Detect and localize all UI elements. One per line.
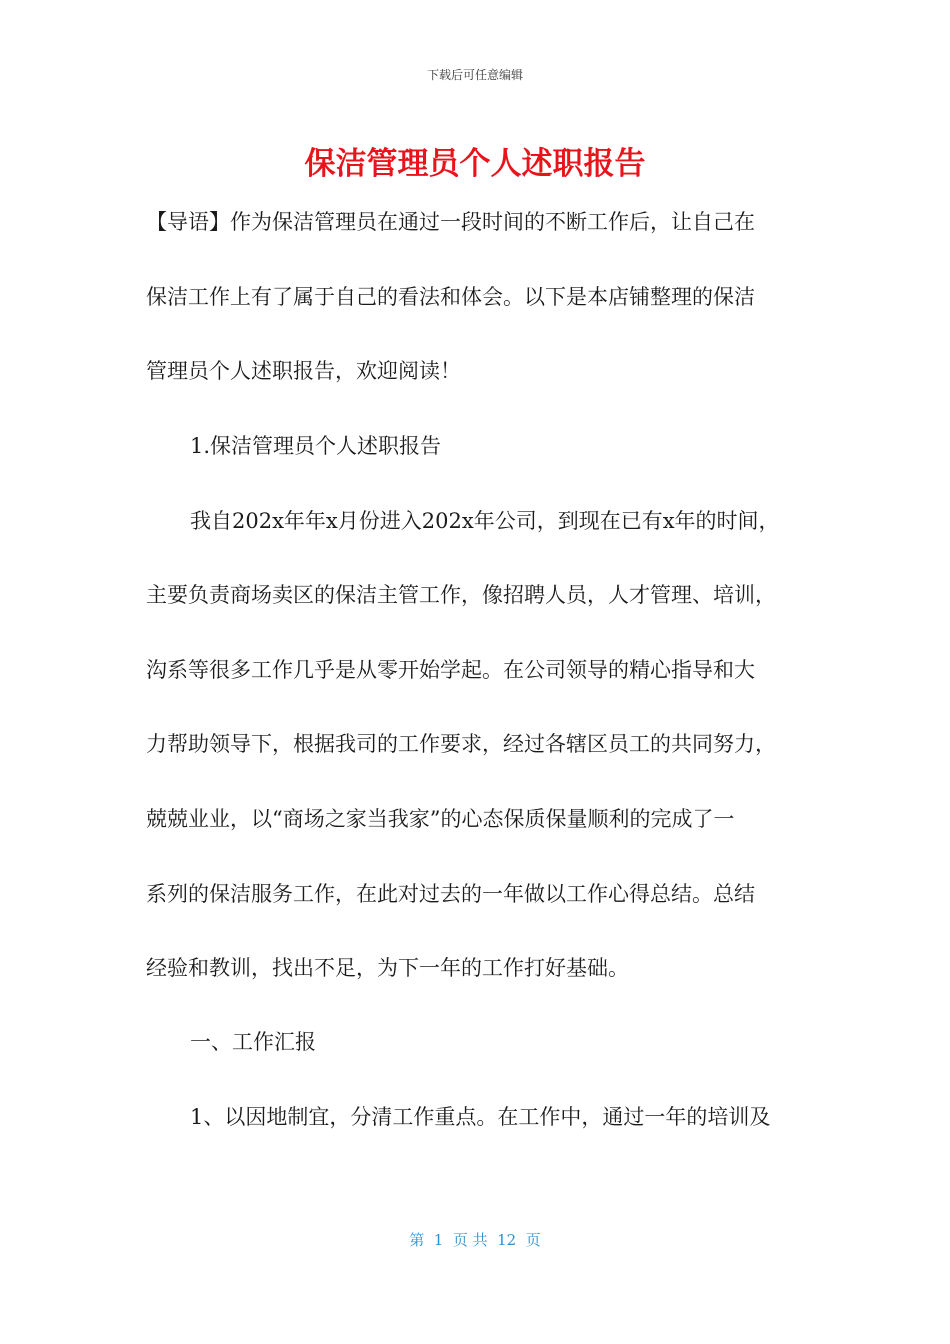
paragraph-line: 管理员个人述职报告，欢迎阅读！ — [146, 359, 461, 383]
paragraph-line: 兢兢业业，以“商场之家当我家”的心态保质保量顺利的完成了一 — [146, 807, 735, 831]
paragraph-line: 保洁工作上有了属于自己的看法和体会。以下是本店铺整理的保洁 — [146, 285, 755, 309]
section-heading: 1.保洁管理员个人述职报告 — [190, 434, 442, 458]
paragraph-line: 我自202x年年x月份进入202x年公司，到现在已有x年的时间， — [190, 509, 780, 533]
page-number-footer: 第 1 页 共 12 页 — [409, 1231, 541, 1249]
paragraph-line: 主要负责商场卖区的保洁主管工作，像招聘人员，人才管理、培训， — [146, 583, 776, 607]
paragraph-line: 经验和教训，找出不足，为下一年的工作打好基础。 — [146, 956, 629, 980]
paragraph-line: 1、以因地制宜，分清工作重点。在工作中，通过一年的培训及 — [190, 1105, 771, 1129]
paragraph-line: 【导语】作为保洁管理员在通过一段时间的不断工作后，让自己在 — [146, 210, 755, 234]
paragraph-line: 沟系等很多工作几乎是从零开始学起。在公司领导的精心指导和大 — [146, 658, 755, 682]
paragraph-line: 力帮助领导下，根据我司的工作要求，经过各辖区员工的共同努力， — [146, 732, 776, 756]
section-heading: 一、工作汇报 — [190, 1030, 316, 1054]
paragraph-line: 系列的保洁服务工作，在此对过去的一年做以工作心得总结。总结 — [146, 882, 755, 906]
document-title: 保洁管理员个人述职报告 — [304, 146, 646, 182]
page-header-note: 下载后可任意编辑 — [426, 68, 523, 82]
